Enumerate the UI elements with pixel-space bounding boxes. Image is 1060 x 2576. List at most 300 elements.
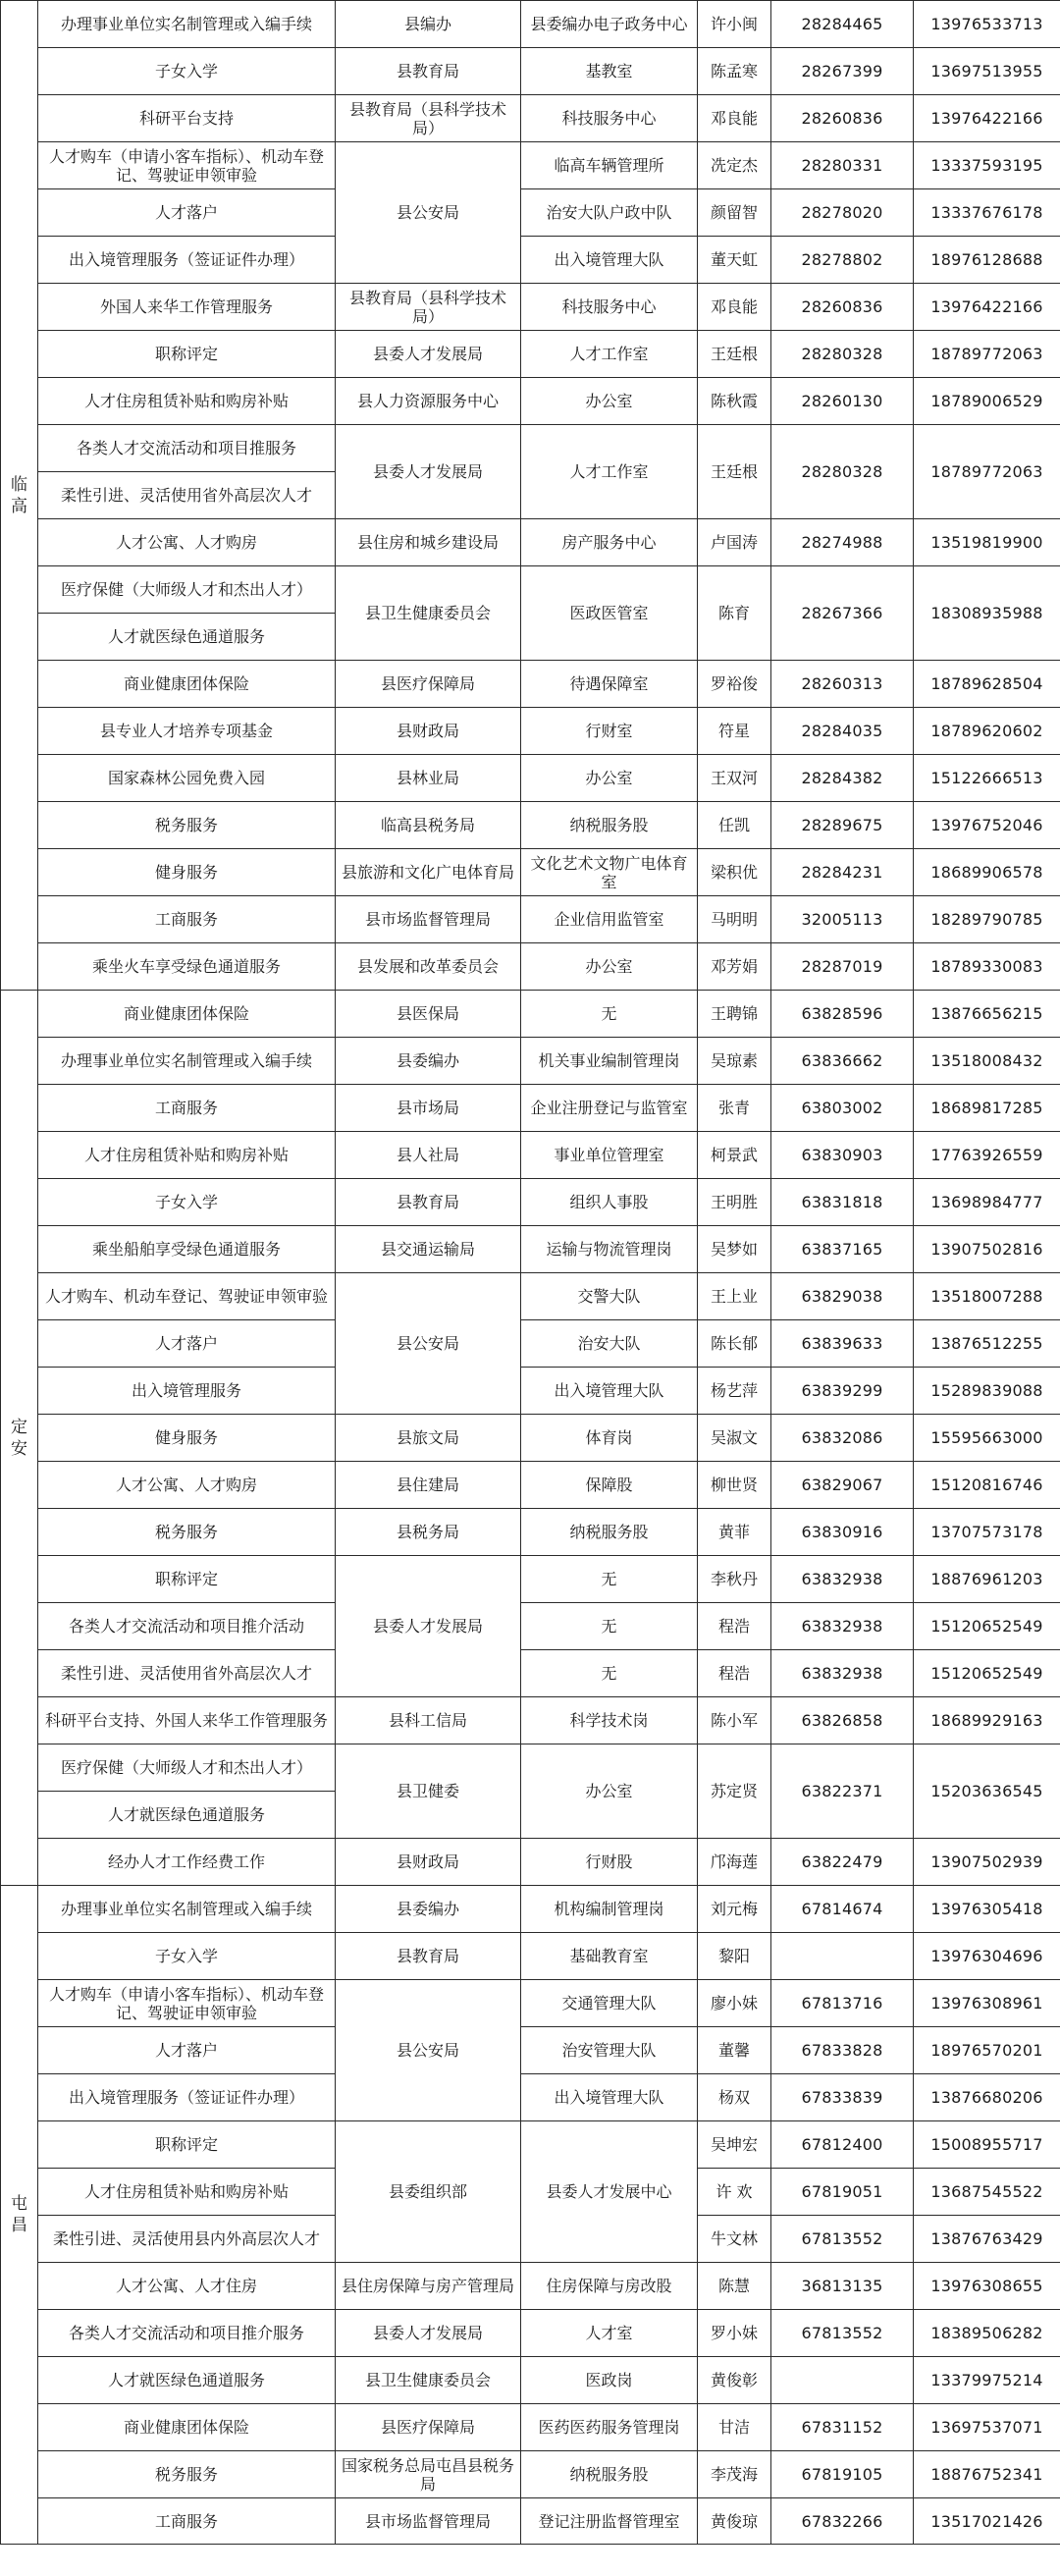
table-row: [1, 378, 1060, 425]
mobile-cell: 15289839088: [914, 1368, 1060, 1415]
person-cell: 邓芳娟: [698, 943, 771, 991]
person-cell: 黄俊琼: [698, 2498, 771, 2545]
service-cell: 办理事业单位实名制管理或入编手续: [38, 1, 336, 48]
dept-cell: 体育岗: [521, 1415, 698, 1462]
person-cell: 陈长郁: [698, 1320, 771, 1368]
person-cell: 邓良能: [698, 284, 771, 331]
unit-cell: 县人力资源服务中心: [336, 378, 521, 425]
mobile-cell: 15203636545: [914, 1744, 1060, 1839]
office-tel-cell: 63822479: [771, 1839, 914, 1886]
person-cell: 杨双: [698, 2074, 771, 2121]
table-row: [1, 1697, 1060, 1744]
person-cell: 吴琼素: [698, 1038, 771, 1085]
mobile-cell: 18789620602: [914, 708, 1060, 755]
mobile-cell: 13876512255: [914, 1320, 1060, 1368]
person-cell: 张青: [698, 1085, 771, 1132]
unit-cell: 县市场监督管理局: [336, 2498, 521, 2545]
office-tel-cell: 63829067: [771, 1462, 914, 1509]
office-tel-cell: 67813552: [771, 2310, 914, 2357]
office-tel-cell: 28284382: [771, 755, 914, 802]
service-cell: 人才公寓、人才购房: [38, 1462, 336, 1509]
office-tel-cell: 28267399: [771, 48, 914, 95]
office-tel-cell: 28267366: [771, 566, 914, 661]
dept-cell: 交警大队: [521, 1273, 698, 1320]
table-row: [1, 1556, 1060, 1603]
unit-cell: 县委人才发展局: [336, 1556, 521, 1697]
office-tel-cell: 67819051: [771, 2169, 914, 2216]
office-tel-cell: 63832938: [771, 1650, 914, 1697]
service-cell: 税务服务: [38, 1509, 336, 1556]
person-cell: 吴梦如: [698, 1226, 771, 1273]
table-row: [1, 1273, 1060, 1320]
mobile-cell: 13337593195: [914, 142, 1060, 189]
office-tel-cell: 28280331: [771, 142, 914, 189]
mobile-cell: 13976305418: [914, 1886, 1060, 1933]
table-row: [1, 189, 1060, 237]
service-cell: 乘坐火车享受绿色通道服务: [38, 943, 336, 991]
unit-cell: 县公安局: [336, 142, 521, 284]
dept-cell: 科技服务中心: [521, 284, 698, 331]
dept-cell: 办公室: [521, 1744, 698, 1839]
mobile-cell: 18976570201: [914, 2027, 1060, 2074]
service-cell: 人才购车、机动车登记、驾驶证申领审验: [38, 1273, 336, 1320]
mobile-cell: 18789772063: [914, 425, 1060, 519]
office-tel-cell: 28284231: [771, 849, 914, 896]
service-cell: 外国人来华工作管理服务: [38, 284, 336, 331]
service-cell: 办理事业单位实名制管理或入编手续: [38, 1038, 336, 1085]
person-cell: 陈慧: [698, 2263, 771, 2310]
service-cell: 职称评定: [38, 331, 336, 378]
unit-cell: 县住房和城乡建设局: [336, 519, 521, 566]
table-row: [1, 566, 1060, 614]
dept-cell: 人才工作室: [521, 425, 698, 519]
person-cell: 王上业: [698, 1273, 771, 1320]
unit-cell: 县财政局: [336, 1839, 521, 1886]
dept-cell: 交通管理大队: [521, 1980, 698, 2027]
office-tel-cell: 28278020: [771, 189, 914, 237]
unit-cell: 县委组织部: [336, 2121, 521, 2263]
table-row: [1, 1, 1060, 48]
office-tel-cell: 67819105: [771, 2451, 914, 2498]
person-cell: 董天虹: [698, 237, 771, 284]
person-cell: 陈孟寒: [698, 48, 771, 95]
mobile-cell: 18789772063: [914, 331, 1060, 378]
unit-cell: 临高县税务局: [336, 802, 521, 849]
office-tel-cell: 67831152: [771, 2404, 914, 2451]
mobile-cell: 18876752341: [914, 2451, 1060, 2498]
dept-cell: 无: [521, 1650, 698, 1697]
unit-cell: 县委人才发展局: [336, 425, 521, 519]
unit-cell: 县医保局: [336, 991, 521, 1038]
office-tel-cell: 36813135: [771, 2263, 914, 2310]
service-cell: 国家森林公园免费入园: [38, 755, 336, 802]
unit-cell: 县交通运输局: [336, 1226, 521, 1273]
table-row: [1, 142, 1060, 189]
mobile-cell: 13517021426: [914, 2498, 1060, 2545]
office-tel-cell: [771, 2357, 914, 2404]
mobile-cell: 13976308655: [914, 2263, 1060, 2310]
office-tel-cell: 67813716: [771, 1980, 914, 2027]
unit-cell: 县发展和改革委员会: [336, 943, 521, 991]
person-cell: 冼定杰: [698, 142, 771, 189]
person-cell: 黄菲: [698, 1509, 771, 1556]
person-cell: 许小闽: [698, 1, 771, 48]
service-cell: 各类人才交流活动和项目推介服务: [38, 2310, 336, 2357]
office-tel-cell: 28284035: [771, 708, 914, 755]
unit-cell: 县卫健委: [336, 1744, 521, 1839]
mobile-cell: 15120652549: [914, 1650, 1060, 1697]
unit-cell: 县医疗保障局: [336, 2404, 521, 2451]
person-cell: 吴淑文: [698, 1415, 771, 1462]
unit-cell: 县人社局: [336, 1132, 521, 1179]
mobile-cell: 15595663000: [914, 1415, 1060, 1462]
service-cell: 人才就医绿色通道服务: [38, 2357, 336, 2404]
mobile-cell: 13697537071: [914, 2404, 1060, 2451]
mobile-cell: 15120816746: [914, 1462, 1060, 1509]
service-cell: 人才落户: [38, 2027, 336, 2074]
dept-cell: 出入境管理大队: [521, 237, 698, 284]
service-cell: 人才落户: [38, 1320, 336, 1368]
service-cell: 子女入学: [38, 1933, 336, 1980]
office-tel-cell: 63803002: [771, 1085, 914, 1132]
table-row: [1, 1179, 1060, 1226]
person-cell: 陈育: [698, 566, 771, 661]
dept-cell: 县委编办电子政务中心: [521, 1, 698, 48]
office-tel-cell: 63839299: [771, 1368, 914, 1415]
unit-cell: 县卫生健康委员会: [336, 566, 521, 661]
table-row: [1, 1368, 1060, 1415]
dept-cell: 治安大队户政中队: [521, 189, 698, 237]
office-tel-cell: 63832938: [771, 1603, 914, 1650]
person-cell: 任凯: [698, 802, 771, 849]
dept-cell: 机构编制管理岗: [521, 1886, 698, 1933]
office-tel-cell: 63832086: [771, 1415, 914, 1462]
service-cell: 健身服务: [38, 1415, 336, 1462]
mobile-cell: 13698984777: [914, 1179, 1060, 1226]
dept-cell: 无: [521, 1556, 698, 1603]
office-tel-cell: 28284465: [771, 1, 914, 48]
dept-cell: 纳税服务股: [521, 1509, 698, 1556]
table-row: [1, 425, 1060, 472]
person-cell: 廖小妹: [698, 1980, 771, 2027]
dept-cell: 住房保障与房改股: [521, 2263, 698, 2310]
table-row: [1, 237, 1060, 284]
service-cell: 柔性引进、灵活使用省外高层次人才: [38, 472, 336, 519]
table-row: [1, 2404, 1060, 2451]
dept-cell: 出入境管理大队: [521, 1368, 698, 1415]
dept-cell: 办公室: [521, 378, 698, 425]
unit-cell: 县公安局: [336, 1273, 521, 1415]
table-row: [1, 95, 1060, 142]
table-row: [1, 1603, 1060, 1650]
table-row: [1, 1038, 1060, 1085]
table-row: [1, 2074, 1060, 2121]
dept-cell: 房产服务中心: [521, 519, 698, 566]
table-row: [1, 2451, 1060, 2498]
unit-cell: 县住建局: [336, 1462, 521, 1509]
unit-cell: 县旅文局: [336, 1415, 521, 1462]
person-cell: 柳世贤: [698, 1462, 771, 1509]
person-cell: 吴坤宏: [698, 2121, 771, 2169]
table-row: [1, 2121, 1060, 2169]
service-cell: 工商服务: [38, 1085, 336, 1132]
service-cell: 健身服务: [38, 849, 336, 896]
dept-cell: 人才工作室: [521, 331, 698, 378]
mobile-cell: 13976308961: [914, 1980, 1060, 2027]
person-cell: 牛文林: [698, 2216, 771, 2263]
unit-cell: 县卫生健康委员会: [336, 2357, 521, 2404]
dept-cell: 运输与物流管理岗: [521, 1226, 698, 1273]
service-cell: 商业健康团体保险: [38, 2404, 336, 2451]
person-cell: 黄俊彰: [698, 2357, 771, 2404]
service-cell: 税务服务: [38, 2451, 336, 2498]
dept-cell: 基教室: [521, 48, 698, 95]
table-row: [1, 661, 1060, 708]
person-cell: 王双河: [698, 755, 771, 802]
unit-cell: 县科工信局: [336, 1697, 521, 1744]
office-tel-cell: 63831818: [771, 1179, 914, 1226]
table-row: [1, 2027, 1060, 2074]
dept-cell: 临高车辆管理所: [521, 142, 698, 189]
mobile-cell: 13379975214: [914, 2357, 1060, 2404]
service-cell: 人才购车（申请小客车指标）、机动车登记、驾驶证申领审验: [38, 142, 336, 189]
table-row: [1, 1744, 1060, 1792]
table-row: [1, 1462, 1060, 1509]
mobile-cell: 13337676178: [914, 189, 1060, 237]
mobile-cell: 13876680206: [914, 2074, 1060, 2121]
office-tel-cell: 28280328: [771, 425, 914, 519]
dept-cell: 机关事业编制管理岗: [521, 1038, 698, 1085]
service-cell: 医疗保健（大师级人才和杰出人才）: [38, 1744, 336, 1792]
dept-cell: 基础教育室: [521, 1933, 698, 1980]
dept-cell: 县委人才发展中心: [521, 2121, 698, 2263]
table-row: [1, 519, 1060, 566]
dept-cell: 行财室: [521, 708, 698, 755]
table-row: [1, 1320, 1060, 1368]
office-tel-cell: 28280328: [771, 331, 914, 378]
service-cell: 科研平台支持: [38, 95, 336, 142]
unit-cell: 县旅游和文化广电体育局: [336, 849, 521, 896]
mobile-cell: 13518008432: [914, 1038, 1060, 1085]
service-cell: 各类人才交流活动和项目推介活动: [38, 1603, 336, 1650]
office-tel-cell: 63837165: [771, 1226, 914, 1273]
table-row: [1, 1650, 1060, 1697]
dept-cell: 事业单位管理室: [521, 1132, 698, 1179]
person-cell: 王廷根: [698, 331, 771, 378]
mobile-cell: 15122666513: [914, 755, 1060, 802]
unit-cell: 县委人才发展局: [336, 2310, 521, 2357]
table-row: [1, 991, 1060, 1038]
service-cell: 工商服务: [38, 896, 336, 943]
mobile-cell: 15120652549: [914, 1603, 1060, 1650]
dept-cell: 医政医管室: [521, 566, 698, 661]
table-row: [1, 1226, 1060, 1273]
person-cell: 苏定贤: [698, 1744, 771, 1839]
service-cell: 人才就医绿色通道服务: [38, 1792, 336, 1839]
table-row: [1, 1886, 1060, 1933]
person-cell: 邓良能: [698, 95, 771, 142]
region-label: 屯 昌: [1, 1886, 38, 2545]
table-row: [1, 331, 1060, 378]
office-tel-cell: 63832938: [771, 1556, 914, 1603]
person-cell: 罗裕俊: [698, 661, 771, 708]
mobile-cell: 18789006529: [914, 378, 1060, 425]
person-cell: 马明明: [698, 896, 771, 943]
mobile-cell: 18789330083: [914, 943, 1060, 991]
person-cell: 柯景武: [698, 1132, 771, 1179]
mobile-cell: 18876961203: [914, 1556, 1060, 1603]
service-cell: 职称评定: [38, 2121, 336, 2169]
service-cell: 人才公寓、人才住房: [38, 2263, 336, 2310]
dept-cell: 医政岗: [521, 2357, 698, 2404]
person-cell: 李秋丹: [698, 1556, 771, 1603]
service-cell: 柔性引进、灵活使用省外高层次人才: [38, 1650, 336, 1697]
dept-cell: 文化艺术文物广电体育室: [521, 849, 698, 896]
unit-cell: 县税务局: [336, 1509, 521, 1556]
office-tel-cell: 63830916: [771, 1509, 914, 1556]
table-row: [1, 1132, 1060, 1179]
unit-cell: 县公安局: [336, 1980, 521, 2121]
service-cell: 子女入学: [38, 1179, 336, 1226]
office-tel-cell: 67833839: [771, 2074, 914, 2121]
service-cell: 人才住房租赁补贴和购房补贴: [38, 1132, 336, 1179]
mobile-cell: 13976422166: [914, 284, 1060, 331]
dept-cell: 治安大队: [521, 1320, 698, 1368]
person-cell: 刘元梅: [698, 1886, 771, 1933]
person-cell: 程浩: [698, 1650, 771, 1697]
table-row: [1, 896, 1060, 943]
dept-cell: 企业信用监管室: [521, 896, 698, 943]
unit-cell: 县教育局（县科学技术局）: [336, 284, 521, 331]
person-cell: 罗小妹: [698, 2310, 771, 2357]
service-cell: 县专业人才培养专项基金: [38, 708, 336, 755]
table-row: [1, 943, 1060, 991]
unit-cell: 县教育局: [336, 48, 521, 95]
table-row: [1, 2310, 1060, 2357]
mobile-cell: 13687545522: [914, 2169, 1060, 2216]
office-tel-cell: 67813552: [771, 2216, 914, 2263]
table-row: [1, 2357, 1060, 2404]
dept-cell: 医药医药服务管理岗: [521, 2404, 698, 2451]
table-row: [1, 2498, 1060, 2545]
table-row: [1, 755, 1060, 802]
mobile-cell: 13907502939: [914, 1839, 1060, 1886]
office-tel-cell: 28260836: [771, 95, 914, 142]
person-cell: 许 欢: [698, 2169, 771, 2216]
office-tel-cell: 28278802: [771, 237, 914, 284]
service-cell: 人才落户: [38, 189, 336, 237]
mobile-cell: 13976533713: [914, 1, 1060, 48]
person-cell: 王明胜: [698, 1179, 771, 1226]
mobile-cell: 18689929163: [914, 1697, 1060, 1744]
dept-cell: 保障股: [521, 1462, 698, 1509]
table-row: [1, 1839, 1060, 1886]
service-cell: 职称评定: [38, 1556, 336, 1603]
service-cell: 出入境管理服务: [38, 1368, 336, 1415]
person-cell: 程浩: [698, 1603, 771, 1650]
dept-cell: 企业注册登记与监管室: [521, 1085, 698, 1132]
office-tel-cell: 28287019: [771, 943, 914, 991]
service-cell: 税务服务: [38, 802, 336, 849]
region-label: 临 高: [1, 1, 38, 991]
person-cell: 王聘锦: [698, 991, 771, 1038]
dept-cell: 行财股: [521, 1839, 698, 1886]
service-cell: 工商服务: [38, 2498, 336, 2545]
office-tel-cell: 67814674: [771, 1886, 914, 1933]
dept-cell: 无: [521, 991, 698, 1038]
service-cell: 人才就医绿色通道服务: [38, 614, 336, 661]
office-tel-cell: 32005113: [771, 896, 914, 943]
person-cell: 李茂海: [698, 2451, 771, 2498]
mobile-cell: 13876763429: [914, 2216, 1060, 2263]
service-cell: 办理事业单位实名制管理或入编手续: [38, 1886, 336, 1933]
unit-cell: 国家税务总局屯昌县税务局: [336, 2451, 521, 2498]
office-tel-cell: 67832266: [771, 2498, 914, 2545]
dept-cell: 办公室: [521, 755, 698, 802]
mobile-cell: 18308935988: [914, 566, 1060, 661]
unit-cell: 县市场局: [336, 1085, 521, 1132]
mobile-cell: 13876656215: [914, 991, 1060, 1038]
person-cell: 黎阳: [698, 1933, 771, 1980]
mobile-cell: 18689906578: [914, 849, 1060, 896]
office-tel-cell: 63839633: [771, 1320, 914, 1368]
table-row: [1, 1933, 1060, 1980]
mobile-cell: 18689817285: [914, 1085, 1060, 1132]
mobile-cell: 13907502816: [914, 1226, 1060, 1273]
office-tel-cell: 28274988: [771, 519, 914, 566]
office-tel-cell: 63830903: [771, 1132, 914, 1179]
dept-cell: 出入境管理大队: [521, 2074, 698, 2121]
service-cell: 子女入学: [38, 48, 336, 95]
dept-cell: 办公室: [521, 943, 698, 991]
service-cell: 科研平台支持、外国人来华工作管理服务: [38, 1697, 336, 1744]
dept-cell: 人才室: [521, 2310, 698, 2357]
office-tel-cell: 67812400: [771, 2121, 914, 2169]
table-row: [1, 849, 1060, 896]
table-row: [1, 1415, 1060, 1462]
mobile-cell: 13976752046: [914, 802, 1060, 849]
office-tel-cell: 28260836: [771, 284, 914, 331]
dept-cell: 治安管理大队: [521, 2027, 698, 2074]
table-row: [1, 1509, 1060, 1556]
service-cell: 医疗保健（大师级人才和杰出人才）: [38, 566, 336, 614]
mobile-cell: 13976304696: [914, 1933, 1060, 1980]
service-cell: 人才住房租赁补贴和购房补贴: [38, 2169, 336, 2216]
service-cell: 商业健康团体保险: [38, 661, 336, 708]
person-cell: 董馨: [698, 2027, 771, 2074]
service-cell: 商业健康团体保险: [38, 991, 336, 1038]
table-row: [1, 48, 1060, 95]
mobile-cell: 18289790785: [914, 896, 1060, 943]
contact-table-body: [1, 1, 1060, 2545]
dept-cell: 组织人事股: [521, 1179, 698, 1226]
dept-cell: 科技服务中心: [521, 95, 698, 142]
service-cell: 柔性引进、灵活使用县内外高层次人才: [38, 2216, 336, 2263]
mobile-cell: 13519819900: [914, 519, 1060, 566]
service-cell: 人才住房租赁补贴和购房补贴: [38, 378, 336, 425]
person-cell: 卢国涛: [698, 519, 771, 566]
person-cell: 杨艺萍: [698, 1368, 771, 1415]
dept-cell: 待遇保障室: [521, 661, 698, 708]
service-cell: 出入境管理服务（签证证件办理）: [38, 237, 336, 284]
table-row: [1, 2263, 1060, 2310]
person-cell: 符星: [698, 708, 771, 755]
unit-cell: 县市场监督管理局: [336, 896, 521, 943]
service-cell: 乘坐船舶享受绿色通道服务: [38, 1226, 336, 1273]
person-cell: 陈秋霞: [698, 378, 771, 425]
office-tel-cell: 63826858: [771, 1697, 914, 1744]
unit-cell: 县委人才发展局: [336, 331, 521, 378]
